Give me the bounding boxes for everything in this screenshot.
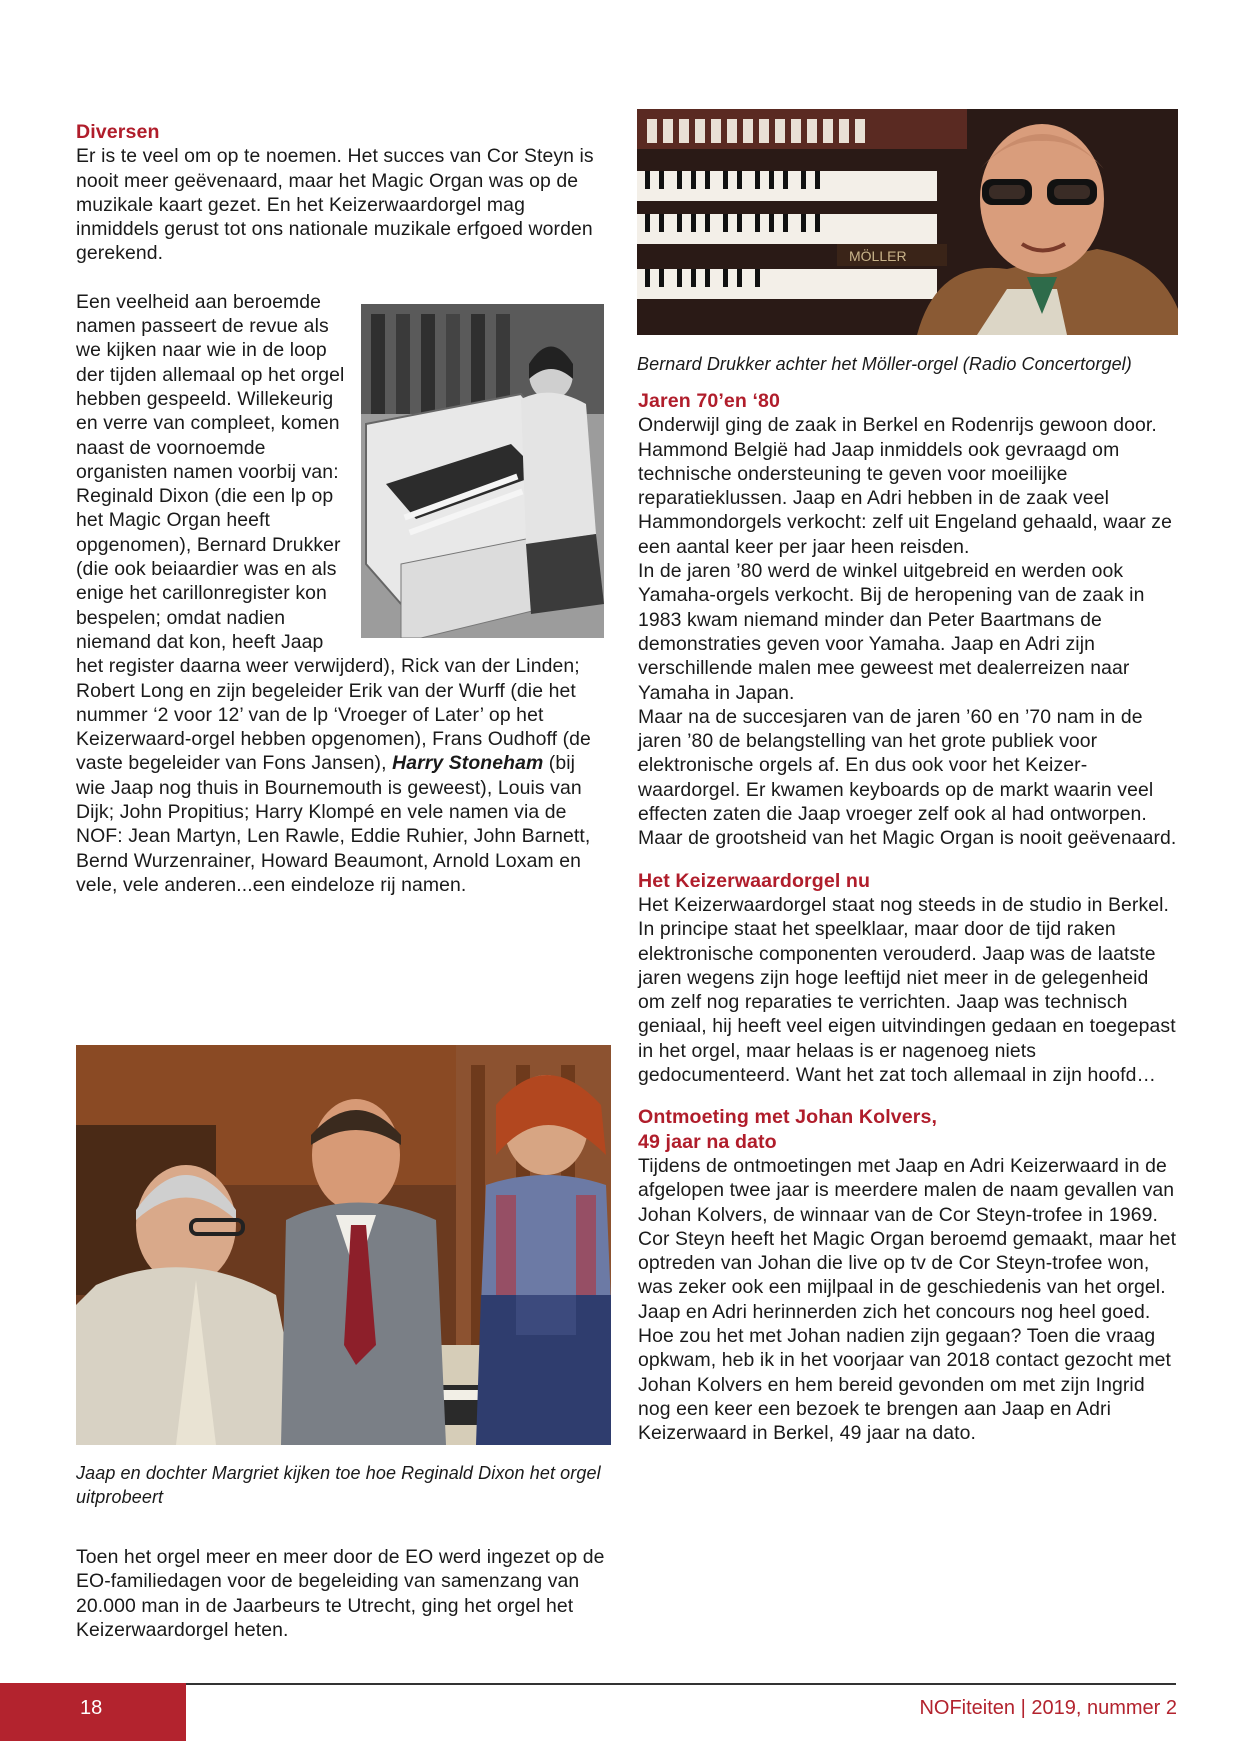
caption-dixon-photo: Jaap en dochter Margriet kijken toe hoe Reginald Dixon het orgel uitprobeert <box>76 1463 601 1507</box>
ontmoeting-paragraph: Tijdens de ontmoetingen met Jaap en Adri Keizerwaard in de afgelopen twee jaar is meerdere malen de naam gevallen van Johan Kolvers, de winnaar van de Cor Steyn-trofee in 1969. Cor Steyn heeft het Magic Organ beroemd gemaakt, maar het optreden van Johan die live op tv de Cor Steyn-trofee won, was zeker ook een mijlpaal in de geschiedenis van het orgel. Jaap en Adri herinnerden zich het concours nog heel goed. Hoe zou het met Johan nadien zijn gegaan? Toen die vraag opkwam, heb ik in het voorjaar van 2018 contact gezocht met Johan Kolvers en hem bereid gevonden om met zijn Ingrid nog een keer een bezoek te brengen aan Jaap en Adri Keizerwaard in Berkel, 49 jaar na dato. <box>638 1154 1177 1445</box>
heading-ontmoeting-line1: Ontmoeting met Johan Kolvers, <box>638 1106 938 1129</box>
keizerwaardorgel-nu-paragraph: Het Keizerwaardorgel staat nog steeds in de studio in Berkel. In principe staat het speelklaar, maar door de tijd raken elektronische componenten verouderd. Jaap was de laatste jaren wegens zijn hoge leeftijd niet meer in de gelegenheid om zelf nog reparaties te verrichten. Jaap was technisch geniaal, hij heeft veel eigen uitvindingen gedaan en toegepast in het orgel, maar helaas is er nagenoeg niets gedocumenteerd. Want het zat toch allemaal in zijn hoofd… <box>638 893 1176 1087</box>
page-number: 18 <box>80 1697 103 1719</box>
footer-divider <box>186 1683 1176 1685</box>
heading-diversen: Diversen <box>76 121 160 143</box>
photo-organist-at-console <box>361 304 604 638</box>
organist-photo-illustration <box>361 304 604 638</box>
photo-reginald-dixon <box>76 1045 611 1445</box>
jaren-paragraph-2: In de jaren ’80 werd de winkel uitgebreid en werden ook Yamaha-orgels verkocht. Bij de heropening van de zaak in 1983 kwam niemand minder dan Peter Baartmans de demonstraties geven voor Yamaha. Jaap en Adri zijn verschillende malen mee geweest met dealerreizen naar Yamaha in Japan. <box>638 560 1145 704</box>
drukker-photo-illustration <box>637 109 1178 335</box>
left-column <box>76 120 604 897</box>
photo-bernard-drukker <box>637 109 1178 335</box>
names-text-part2: (bij wie Jaap nog thuis in Bournemouth is geweest), Louis van Dijk; John Propitius; Harry Klompé en vele namen via de NOF: Jean Martyn, Len Rawle, Eddie Ruhier, John Barnett, Bernd Wurzenrainer, Howard Beaumont, Arnold Loxam en vele, vele anderen...een eindeloze rij namen. <box>76 752 591 896</box>
jaren-paragraph-3: Maar na de succesjaren van de jaren ’60 en ’70 nam in de jaren ’80 de belangstelling van het grote publiek voor elektronische orgels af. En dus ook voor het Keizer-waardorgel. Er kwamen keyboards op de markt waarin veel effecten zaten die Jaap vroeger zelf ook al had ontworpen. Maar de grootsheid van het Magic Organ is nooit geëvenaard. <box>638 705 1177 850</box>
heading-keizerwaardorgel-nu: Het Keizerwaardorgel nu <box>638 869 871 892</box>
jaren-paragraph-1: Onderwijl ging de zaak in Berkel en Rodenrijs gewoon door. Hammond België had Jaap inmiddels ook gevraagd om technische ondersteuning te geven voor moeilijke reparatieklussen. Jaap en Adri hebben in de zaak veel Hammondorgels verkocht: zelf uit Engeland gehaald, waar ze een aantal keer per jaar heen reisden. <box>638 414 1172 558</box>
right-column <box>638 389 1178 1445</box>
names-text-part1: Een veelheid aan beroemde namen passeert de revue als we kijken naar wie in de loop der tijden allemaal op het orgel hebben gespeeld. Willekeurig en verre van compleet, komen naast de voornoemde organisten namen voorbij van: Reginald Dixon (die een lp op het Magic Organ heeft opgenomen), Bernard Drukker (die ook beiaardier was en als enige het carillonregister kon bespelen; omdat nadien niemand dat kon, heeft Jaap het register daarna weer verwijderd), Rick van der Linden; Robert Long en zijn begeleider Erik van der Wurff (die het nummer ‘2 voor 12’ van de lp ‘Vroeger of Later’ op het Keizerwaard-orgel hebben opgenomen), Frans Oudhoff (de vaste begeleider van Fons Jansen), <box>76 290 591 775</box>
final-paragraph-left: Toen het orgel meer en meer door de EO werd ingezet op de EO-familiedagen voor de begeleiding van samenzang van 20.000 man in de Jaarbeurs te Utrecht, ging het orgel het Keizerwaardorgel heten. <box>76 1546 605 1641</box>
diversen-paragraph: Er is te veel om op te noemen. Het succes van Cor Steyn is nooit meer geëvenaard, maar het Magic Organ was op de muzikale kaart gezet. En het Keizerwaardorgel mag inmiddels gerust tot ons nationale muzikale erfgoed worden gerekend. <box>76 145 594 265</box>
publication-info: NOFiteiten | 2019, nummer 2 <box>919 1697 1177 1719</box>
heading-ontmoeting-line2: 49 jaar na dato <box>638 1130 777 1153</box>
caption-drukker-photo: Bernard Drukker achter het Möller-orgel (Radio Concertorgel) <box>637 354 1132 374</box>
heading-jaren: Jaren 70’en ‘80 <box>638 390 781 412</box>
name-harry-stoneham: Harry Stoneham <box>392 752 544 775</box>
dixon-photo-illustration <box>76 1045 611 1445</box>
organ-brand-text: MÖLLER <box>849 248 907 264</box>
